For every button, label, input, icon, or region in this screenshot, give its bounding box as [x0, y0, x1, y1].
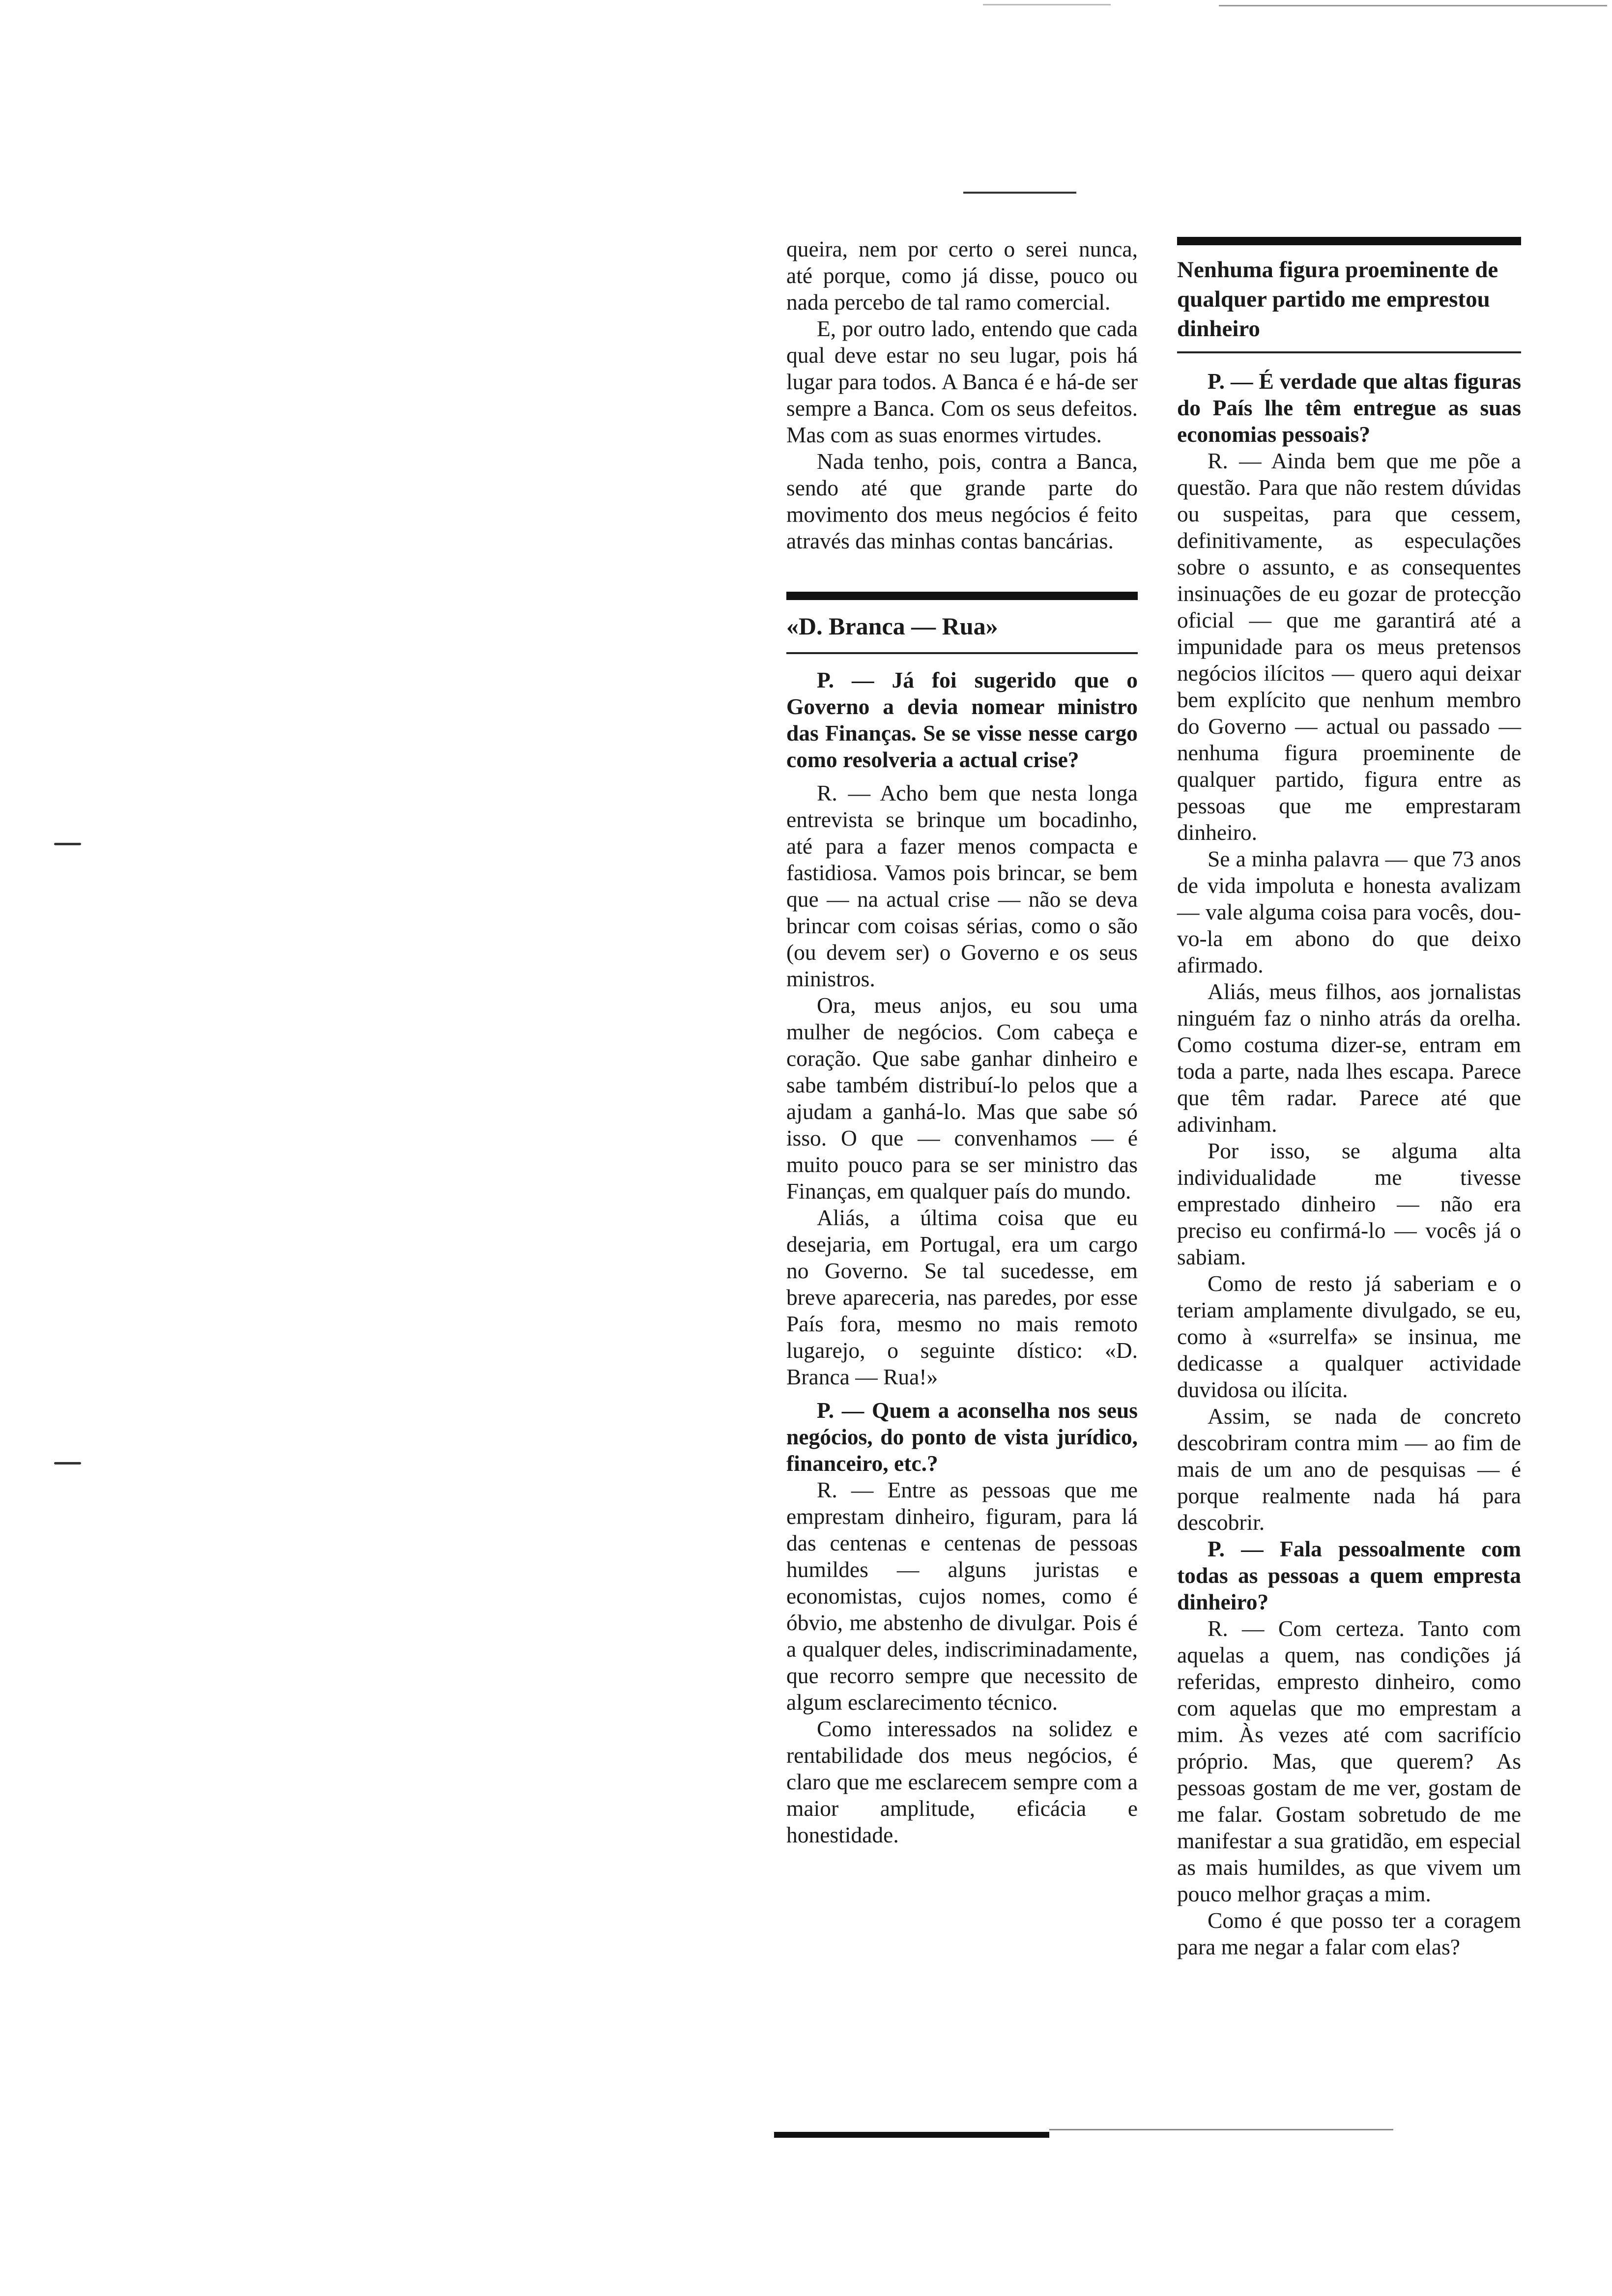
left-intro-paragraph: E, por outro lado, entendo que cada qual deve estar no seu lugar, pois há lugar para todos. A Banca é e há-de ser sempre a Banca. Com os seus defeitos. Mas com as suas enormes virtudes. — [786, 316, 1138, 447]
question-paragraph: P. — Quem a aconselha nos seus negócios, do ponto de vista jurídico, financeiro, etc.? — [786, 1398, 1138, 1476]
answer-paragraph: R. — Ainda bem que me põe a questão. Para que não restem dúvidas ou suspeitas, para que cessem, definitivamente, as especulações sobre o assunto, e as consequentes insinuações de eu gozar de protecção oficial — que me garantirá até a impunidade para os meus pretensos negócios ilícitos — quero aqui deixar bem explícito que nenhum membro do Governo — actual ou passado — nenhuma figura proeminente de qualquer partido, figura entre as pessoas que me emprestaram dinheiro. — [1177, 448, 1521, 845]
answer-paragraph: Ora, meus anjos, eu sou uma mulher de negócios. Com cabeça e coração. Que sabe ganhar dinheiro e sabe também distribuí-lo pelos que a ajudam a ganhá-lo. Mas que sabe só isso. O que — convenhamos — é muito pouco para se ser ministro das Finanças, em qualquer país do mundo. — [786, 993, 1138, 1204]
question-paragraph: P. — Fala pessoalmente com todas as pessoas a quem empresta dinheiro? — [1177, 1536, 1521, 1614]
left-column — [786, 236, 1138, 1848]
answer-paragraph: Assim, se nada de concreto descobriram contra mim — ao fim de mais de um ano de pesquisas — é porque realmente nada há para descobrir. — [1177, 1404, 1521, 1535]
margin-mark — [54, 843, 81, 845]
top-rule — [963, 192, 1076, 194]
answer-paragraph: Como é que posso ter a coragem para me negar a falar com elas? — [1177, 1908, 1521, 1959]
question-paragraph: P. — É verdade que altas figuras do País lhe têm entregue as suas economias pessoais? — [1177, 369, 1521, 447]
margin-mark-2 — [54, 1462, 81, 1464]
bottom-rule-faint — [1049, 2129, 1393, 2130]
question-paragraph: P. — Já foi sugerido que o Governo a devia nomear ministro das Finanças. Se se visse nesse cargo como resolveria a actual crise? — [786, 667, 1138, 772]
answer-paragraph: Se a minha palavra — que 73 anos de vida impoluta e honesta avalizam — vale alguma coisa para vocês, dou-vo-la em abono do que deixo afirmado. — [1177, 846, 1521, 977]
section-rule — [786, 592, 1138, 600]
answer-paragraph: R. — Entre as pessoas que me emprestam dinheiro, figuram, para lá das centenas e centenas de pessoas humildes — alguns juristas e economistas, cujos nomes, como é óbvio, me abstenho de divulgar. Pois é a qualquer deles, indiscriminadamente, que recorro sempre que necessito de algum esclarecimento técnico. — [786, 1477, 1138, 1715]
left-intro-paragraph: Nada tenho, pois, contra a Banca, sendo até que grande parte do movimento dos meus negócios é feito através das minhas contas bancárias. — [786, 449, 1138, 553]
section-title-right: Nenhuma figura proeminente de qualquer partido me emprestou dinheiro — [1177, 257, 1498, 342]
section-rule — [1177, 237, 1521, 245]
answer-paragraph: R. — Acho bem que nesta longa entrevista se brinque um bocadinho, até para a fazer menos compacta e fastidiosa. Vamos pois brincar, se bem que — na actual crise — não se deva brincar com coisas sérias, como o são (ou devem ser) o Governo e os seus ministros. — [786, 780, 1138, 991]
right-column — [1177, 236, 1521, 1960]
answer-paragraph: Por isso, se alguma alta individualidade me tivesse emprestado dinheiro — não era preciso eu confirmá-lo — vocês já o sabiam. — [1177, 1138, 1521, 1269]
scan-edge-line — [1219, 5, 1607, 6]
answer-paragraph: Aliás, meus filhos, aos jornalistas ninguém faz o ninho atrás da orelha. Como costuma dizer-se, entram em toda a parte, nada lhes escapa. Parece que têm radar. Parece até que adivinham. — [1177, 979, 1521, 1137]
answer-paragraph: Aliás, a última coisa que eu desejaria, em Portugal, era um cargo no Governo. Se tal sucedesse, em breve apareceria, nas paredes, por esse País fora, mesmo no mais remoto lugarejo, o seguinte dístico: «D. Branca — Rua!» — [786, 1205, 1138, 1389]
answer-paragraph: R. — Com certeza. Tanto com aquelas a quem, nas condições já referidas, empresto dinheiro, como com aquelas que mo emprestam a mim. Às vezes até com sacrifício próprio. Mas, que querem? As pessoas gostam de me ver, gostam de me falar. Gostam sobretudo de me manifestar a sua gratidão, em especial as mais humildes, as que vivem um pouco melhor graças a mim. — [1177, 1616, 1521, 1906]
bottom-rule — [774, 2132, 1049, 2138]
answer-paragraph: Como interessados na solidez e rentabilidade dos meus negócios, é claro que me esclarecem sempre com a maior amplitude, eficácia e honestidade. — [786, 1716, 1138, 1847]
scan-edge-line-2 — [983, 4, 1111, 5]
left-intro-paragraph: queira, nem por certo o serei nunca, até porque, como já disse, pouco ou nada percebo de tal ramo comercial. — [786, 236, 1138, 315]
answer-paragraph: Como de resto já saberiam e o teriam amplamente divulgado, se eu, como à «surrelfa» se insinua, me dedicasse a qualquer actividade duvidosa ou ilícita. — [1177, 1271, 1521, 1402]
section-title-left: «D. Branca — Rua» — [786, 612, 998, 640]
